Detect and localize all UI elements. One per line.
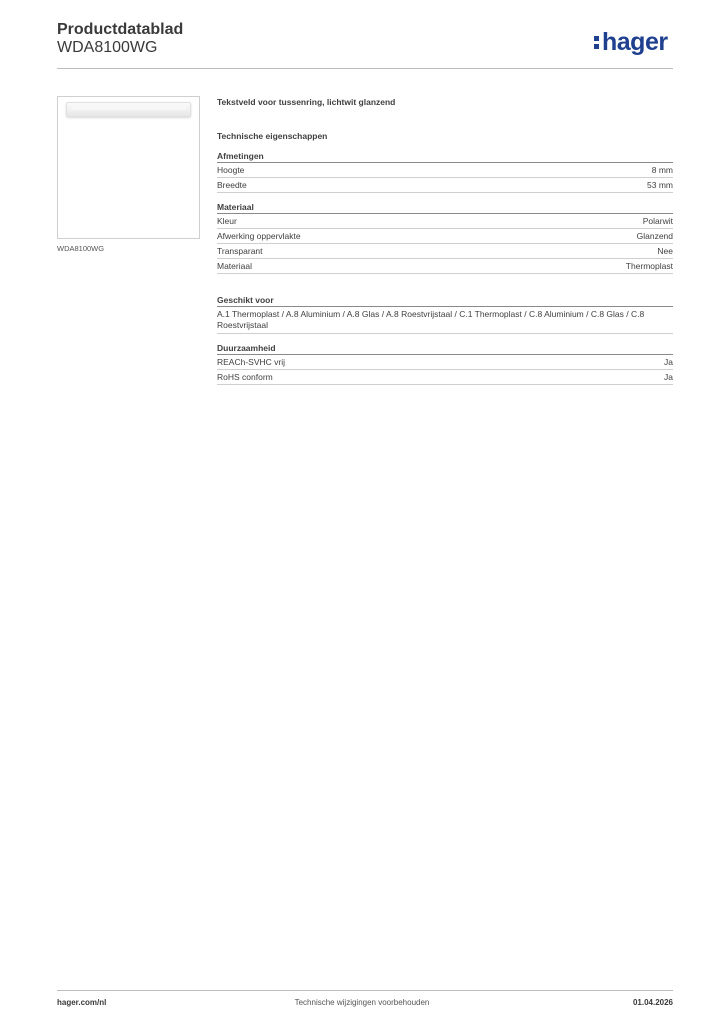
product-description: Tekstveld voor tussenring, lichtwit glanzend — [217, 97, 396, 107]
spec-label: Transparant — [217, 246, 263, 256]
spec-row — [217, 370, 673, 385]
spec-content — [217, 96, 673, 385]
spec-row — [217, 178, 673, 193]
page-title: Productdatablad — [57, 21, 184, 38]
spec-value: 53 mm — [647, 180, 673, 190]
spec-label: RoHS conform — [217, 372, 273, 382]
footer-date: 01.04.2026 — [632, 998, 673, 1007]
spec-row — [217, 259, 673, 274]
footer-divider — [57, 990, 673, 991]
spec-label: Kleur — [217, 216, 237, 226]
spec-value: Polarwit — [642, 216, 673, 226]
spec-value: Glanzend — [636, 231, 673, 241]
footer-disclaimer: Technische wijzigingen voorbehouden — [294, 998, 430, 1007]
text-field-plate-image — [66, 102, 191, 117]
spec-label: Hoogte — [217, 165, 245, 175]
footer-website-link[interactable]: hager.com/nl — [57, 998, 107, 1007]
spec-row — [217, 229, 673, 244]
compatibility-text: A.1 Thermoplast / A.8 Aluminium / A.8 Glas / A.8 Roestvrijstaal / C.1 Thermoplast / C.8 Aluminium / C.8 Glas / C.8 Roestvrijstaal — [217, 307, 673, 334]
spec-value: Thermoplast — [625, 261, 673, 271]
spec-row — [217, 244, 673, 259]
section-title-materiaal: Materiaal — [217, 201, 673, 214]
spec-value: Ja — [664, 372, 673, 382]
spec-label: Afwerking oppervlakte — [217, 231, 301, 241]
spec-row — [217, 163, 673, 178]
spec-row — [217, 355, 673, 370]
spec-label: Materiaal — [217, 261, 252, 271]
product-code-heading: WDA8100WG — [57, 39, 158, 56]
technical-properties-heading: Technische eigenschappen — [217, 131, 328, 141]
spec-value: Ja — [664, 357, 673, 367]
product-image — [57, 96, 200, 239]
section-title-geschikt-voor: Geschikt voor — [217, 294, 673, 307]
section-title-afmetingen: Afmetingen — [217, 150, 673, 163]
spec-row — [217, 214, 673, 229]
hager-logo — [594, 27, 668, 57]
logo-colon-icon — [594, 36, 599, 49]
header-divider — [57, 68, 673, 69]
product-image-caption: WDA8100WG — [57, 244, 105, 253]
logo-text: hager — [602, 27, 668, 56]
spec-label: REACh-SVHC vrij — [217, 357, 286, 367]
spec-value: Nee — [657, 246, 673, 256]
spec-value: 8 mm — [651, 165, 673, 175]
spec-label: Breedte — [217, 180, 247, 190]
section-title-duurzaamheid: Duurzaamheid — [217, 342, 673, 355]
